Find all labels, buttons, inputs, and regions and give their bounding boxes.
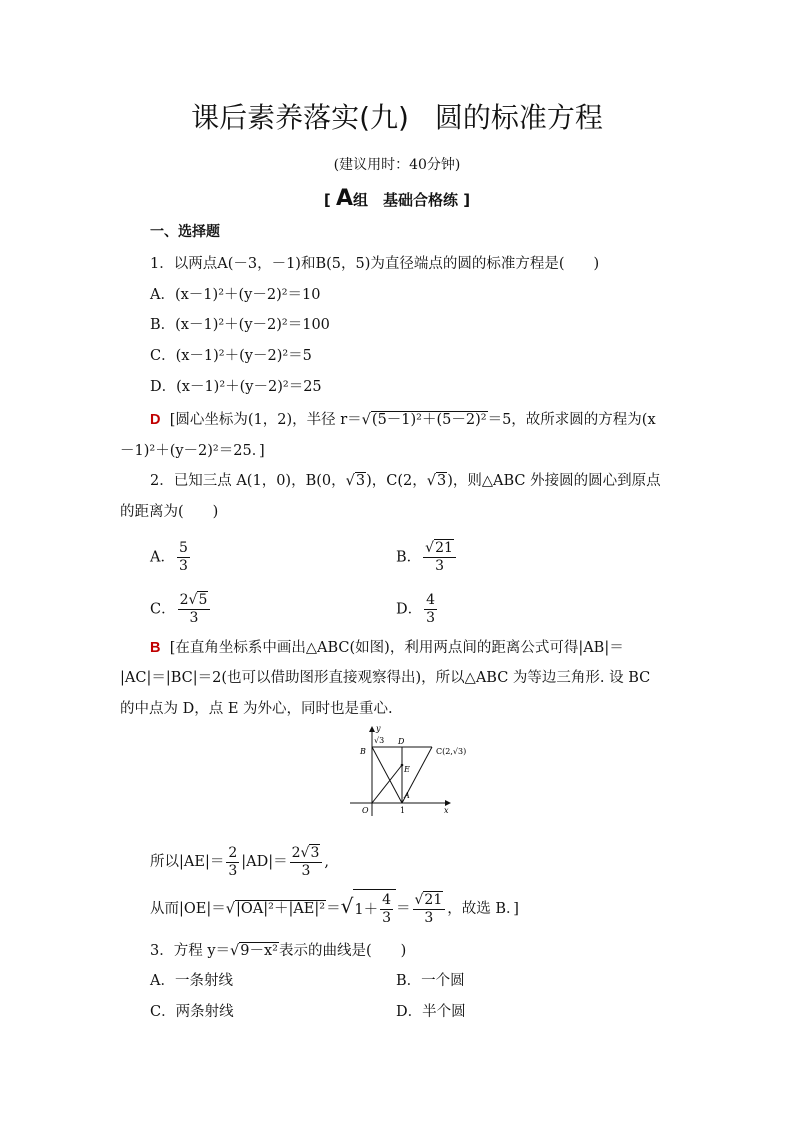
title-right: 圆的标准方程 [434,101,603,134]
q2-option-b: B． $\frac{√21}{3}$ [396,540,458,575]
q2-solution-line4: 所以|AE|＝ $\frac{2}{3}$ |AD|＝ $\frac{2√3}{3}$ , [150,844,329,879]
q2-option-a: A． $\frac{5}{3}$ [150,540,188,574]
q1-stem: 1．以两点A(－3，－1)和B(5，5)为直径端点的圆的标准方程是( ) [150,256,600,272]
label-e: E [404,765,410,774]
q2-stem-cont: 的距离为( ) [120,504,219,520]
label-one: 1 [400,806,406,815]
q1-answer: D [150,412,161,428]
q3-option-a: A．一条射线 [150,973,233,989]
q1-solution: D [圆心坐标为(1，2)，半径 r＝√(5－1)²＋(5－2)²＝5，故所求圆的方程为(x [150,412,656,428]
q2-solution-line3: 的中点为 D，点 E 为外心，同时也是重心. [120,701,393,717]
point-e [401,764,404,767]
q3-option-c: C．两条射线 [150,1004,234,1020]
q2-solution-line5: 从而|OE|＝√|OA|²＋|AE|²＝√1＋ $\frac{4}{3}$ ＝ $\frac{√21}{3}$ ，故选 B．] [150,886,519,926]
section-heading: 一、选择题 [150,224,220,240]
q1-option-c: C．(x－1)²＋(y－2)²＝5 [150,348,312,364]
page-title [0,96,794,136]
q1-option-b: B．(x－1)²＋(y－2)²＝100 [150,317,330,333]
q3-option-b: B．一个圆 [396,973,465,989]
q1-option-a: A．(x－1)²＋(y－2)²＝10 [150,287,321,303]
label-d: D [398,737,405,746]
label-y: y [376,724,381,733]
q2-solution-line2: |AC|＝|BC|＝2(也可以借助图形直接观察得出)，所以△ABC 为等边三角形. 设 BC [120,670,651,686]
label-b: B [360,747,366,756]
title-left: 课后素养落实(九) [191,101,409,134]
group-letter: A [335,186,353,211]
label-a: A [404,791,410,800]
q3-option-d: D．半个圆 [396,1004,466,1020]
segment-oe [372,765,402,803]
q2-stem: 2．已知三点 A(1，0)，B(0，√3)，C(2，√3)，则△ABC 外接圆的圆心到原点 [150,473,661,489]
q3-stem: 3．方程 y＝√9－x²表示的曲线是( ) [150,943,407,959]
suggested-time: (建议用时：40分钟) [333,157,461,173]
group-label: 组 基础合格练 [353,191,459,209]
segment-ba [372,747,402,803]
q1-solution-cont: －1)²＋(y－2)²＝25．] [120,443,265,459]
label-o: O [362,806,369,815]
q2-solution: B [在直角坐标系中画出△ABC(如图)，利用两点间的距离公式可得|AB|＝ [150,640,624,656]
q2-option-c: C． $\frac{2√5}{3}$ [150,592,212,627]
label-c: C(2,√3) [436,747,467,756]
triangle-diagram [346,724,476,820]
q2-option-d: D． $\frac{4}{3}$ [396,592,436,626]
q2-answer: B [150,640,161,656]
label-sqrt3: √3 [374,736,385,745]
group-heading: [ A组 基础合格练 ] [323,186,471,211]
q1-option-d: D．(x－1)²＋(y－2)²＝25 [150,379,322,395]
label-x: x [444,806,449,815]
